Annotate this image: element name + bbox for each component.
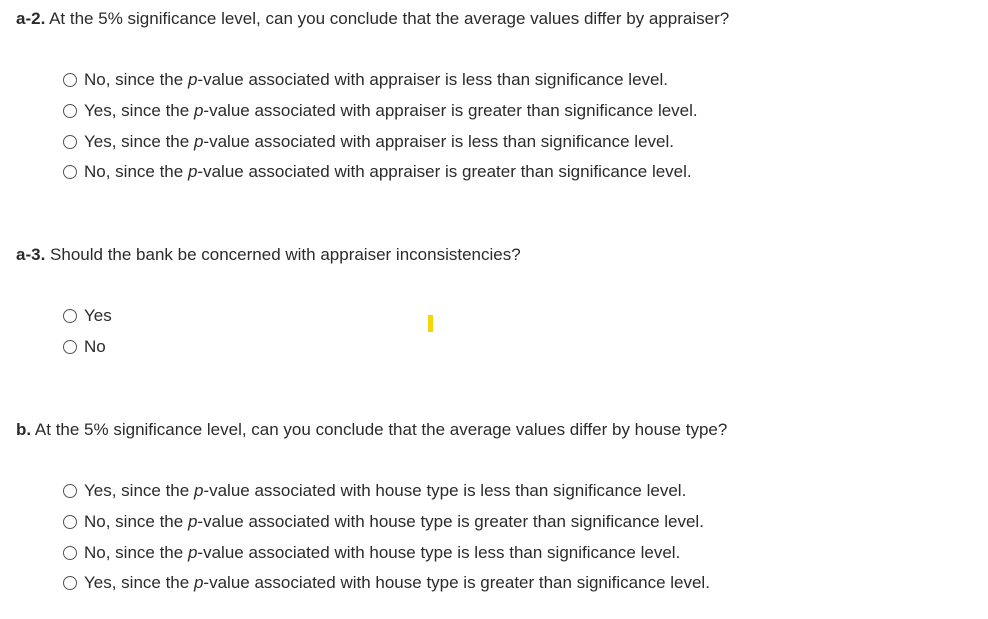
option-a3-no[interactable] [63,332,112,363]
option-label: Yes [84,306,112,326]
question-number: b. [16,420,32,439]
question-text: At the 5% significance level, can you conclude that the average values differ by house type? [34,420,728,439]
radio-button[interactable] [63,309,77,323]
question-number: a-3. [16,245,46,264]
question-a3-options [63,301,112,362]
radio-button[interactable] [63,73,77,87]
option-b-1[interactable] [63,476,710,507]
question-b-prompt [16,420,727,440]
option-a2-1[interactable] [63,65,698,96]
question-number: a-2. [16,9,46,28]
question-text: At the 5% significance level, can you conclude that the average values differ by appraiser? [49,9,730,28]
option-b-3[interactable] [63,537,710,568]
option-b-4[interactable] [63,568,710,599]
radio-button[interactable] [63,546,77,560]
question-a2-options [63,65,698,188]
question-a2-prompt [16,9,729,29]
option-b-2[interactable] [63,507,710,538]
radio-button[interactable] [63,135,77,149]
option-label: No, since the p-value associated with appraiser is less than significance level. [84,70,668,90]
option-label: No, since the p-value associated with house type is less than significance level. [84,542,681,562]
radio-button[interactable] [63,576,77,590]
question-b-options [63,476,710,599]
radio-button[interactable] [63,515,77,529]
option-label: No [84,337,106,357]
radio-button[interactable] [63,340,77,354]
option-label: Yes, since the p-value associated with appraiser is less than significance level. [84,131,674,151]
option-a2-3[interactable] [63,126,698,157]
option-a3-yes[interactable] [63,301,112,332]
radio-button[interactable] [63,165,77,179]
option-a2-4[interactable] [63,157,698,188]
option-a2-2[interactable] [63,96,698,127]
option-label: Yes, since the p-value associated with appraiser is greater than significance level. [84,101,698,121]
option-label: Yes, since the p-value associated with house type is less than significance level. [84,481,687,501]
radio-button[interactable] [63,484,77,498]
option-label: No, since the p-value associated with house type is greater than significance level. [84,512,704,532]
text-cursor-marker [428,315,433,332]
question-a3-prompt [16,245,521,265]
radio-button[interactable] [63,104,77,118]
option-label: No, since the p-value associated with appraiser is greater than significance level. [84,162,692,182]
question-text: Should the bank be concerned with appraiser inconsistencies? [50,245,521,264]
option-label: Yes, since the p-value associated with house type is greater than significance level. [84,573,710,593]
